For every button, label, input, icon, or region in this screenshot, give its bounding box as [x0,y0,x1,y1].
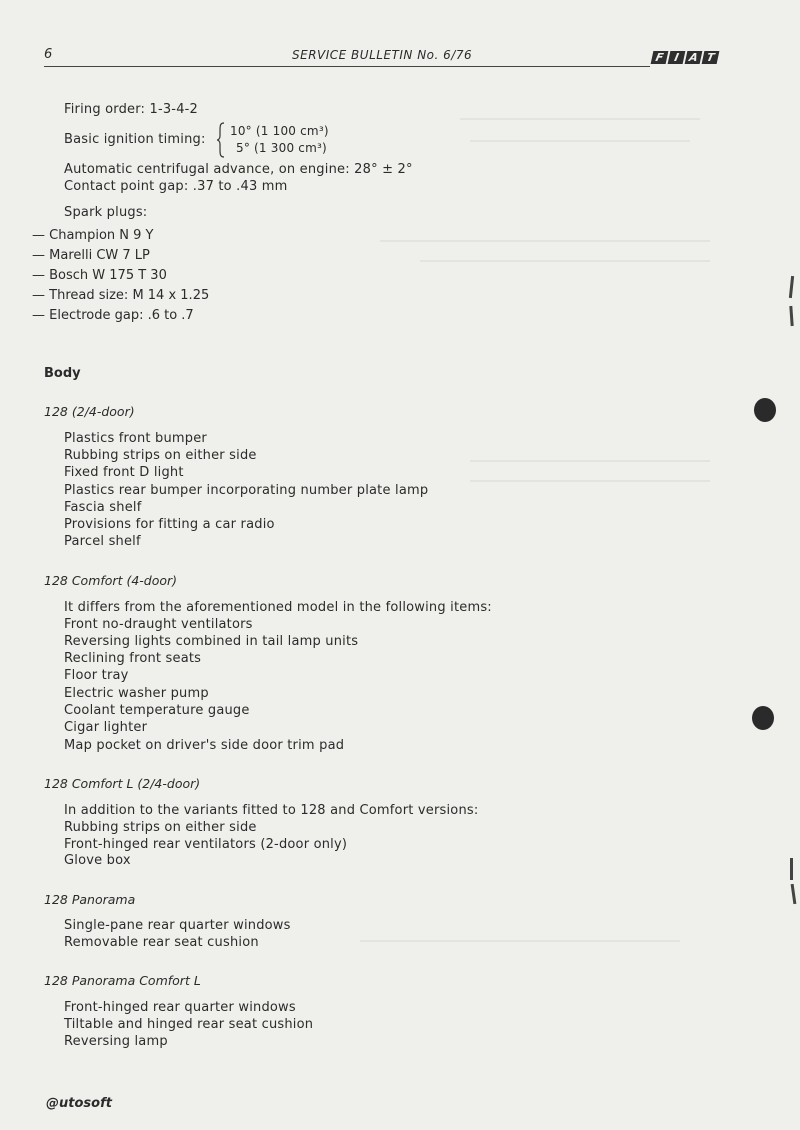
edge-mark [789,276,794,298]
spark-plugs-heading: Spark plugs: [64,205,148,220]
model-item: Reversing lights combined in tail lamp units [64,634,359,649]
spark-plug-item: — Marelli CW 7 LP [32,248,150,263]
model-heading: 128 Comfort (4-door) [44,573,178,588]
bleed-through-6 [470,480,710,482]
brace-icon [216,122,226,158]
punch-hole [754,398,776,422]
spark-plug-item: — Champion N 9 Y [32,228,154,243]
model-item: Fascia shelf [64,500,142,515]
logo-letter: F [651,51,669,64]
model-item: Single-pane rear quarter windows [64,918,291,933]
model-heading: 128 (2/4-door) [44,404,135,419]
edge-mark [790,858,793,880]
model-item: Electric washer pump [64,686,209,701]
spark-plug-item: — Bosch W 175 T 30 [32,268,167,283]
bleed-through-5 [470,460,710,462]
bulletin-title: SERVICE BULLETIN No. 6/76 [292,48,473,62]
bleed-through-2 [470,140,690,142]
model-item: Reclining front seats [64,651,202,666]
timing-1100: 10° (1 100 cm³) [230,124,329,138]
centrifugal-advance: Automatic centrifugal advance, on engine: 28° ± 2° [64,162,413,177]
page-number: 6 [44,47,53,62]
fiat-logo [652,51,718,64]
model-item: Front-hinged rear ventilators (2-door only) [64,837,348,852]
spark-plug-item: — Thread size: M 14 x 1.25 [32,288,210,303]
model-item: Fixed front D light [64,465,184,480]
section-heading-body: Body [44,366,81,381]
edge-mark [791,884,797,904]
model-item: Floor tray [64,668,129,683]
model-item: Cigar lighter [64,720,148,735]
model-item: Plastics rear bumper incorporating number plate lamp [64,483,429,498]
logo-letter: I [668,51,686,64]
bleed-through-1 [460,118,700,120]
model-item: Front no-draught ventilators [64,617,253,632]
model-item: Tiltable and hinged rear seat cushion [64,1017,314,1032]
model-heading: 128 Panorama [44,892,136,907]
model-item: Map pocket on driver's side door trim pad [64,738,345,753]
bleed-through-4 [420,260,710,262]
model-item: Provisions for fitting a car radio [64,517,275,532]
bleed-through-7 [360,940,680,942]
contact-gap: Contact point gap: .37 to .43 mm [64,179,288,194]
model-item: Coolant temperature gauge [64,703,250,718]
footer-brand: @utosoft [46,1096,112,1111]
logo-letter: A [685,51,703,64]
model-item: Rubbing strips on either side [64,820,257,835]
model-item: Removable rear seat cushion [64,935,259,950]
firing-order: Firing order: 1-3-4-2 [64,102,199,117]
model-heading: 128 Comfort L (2/4-door) [44,776,201,791]
model-item: Reversing lamp [64,1034,168,1049]
header-rule [44,66,650,67]
logo-letter: T [702,51,720,64]
punch-hole [752,706,774,730]
model-item: Front-hinged rear quarter windows [64,1000,296,1015]
model-item: Plastics front bumper [64,431,207,446]
model-heading: 128 Panorama Comfort L [44,973,201,988]
edge-mark [789,306,793,326]
basic-timing-label: Basic ignition timing: [64,132,206,147]
model-item: It differs from the aforementioned model in the following items: [64,600,492,615]
model-item: Rubbing strips on either side [64,448,257,463]
spark-plug-item: — Electrode gap: .6 to .7 [32,308,194,323]
model-item: In addition to the variants fitted to 128 and Comfort versions: [64,803,479,818]
timing-1300: 5° (1 300 cm³) [236,141,327,155]
bleed-through-3 [380,240,710,242]
model-item: Glove box [64,853,131,868]
model-item: Parcel shelf [64,534,141,549]
